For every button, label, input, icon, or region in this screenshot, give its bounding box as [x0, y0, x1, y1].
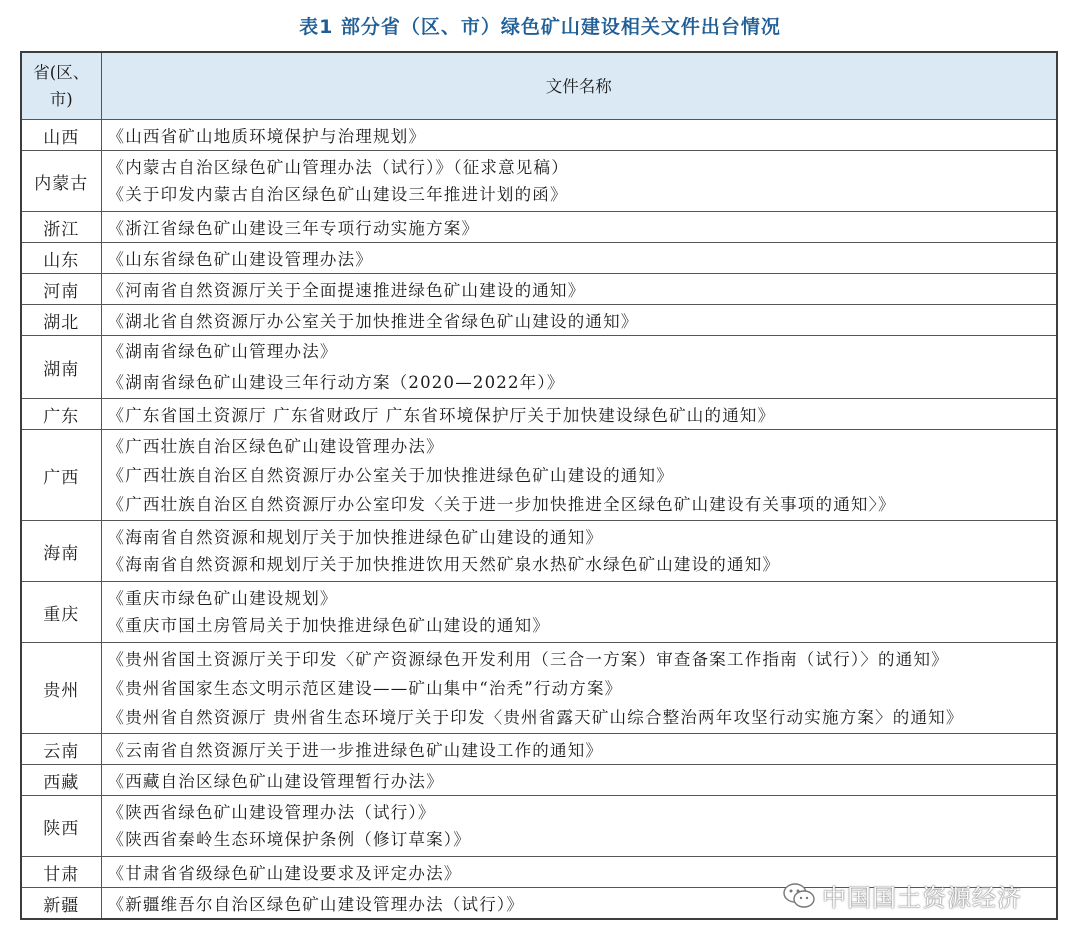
file-name: 《新疆维吾尔自治区绿色矿山建设管理办法（试行）》	[107, 895, 525, 914]
file-name: 《海南省自然资源和规划厅关于加快推进绿色矿山建设的通知》	[107, 528, 604, 547]
table-row	[21, 582, 1057, 643]
table-row	[21, 305, 1057, 336]
province-cell: 贵州	[21, 643, 101, 734]
file-name: 《广西壮族自治区自然资源厅办公室印发〈关于进一步加快推进全区绿色矿山建设有关事项的通知〉》	[107, 494, 896, 514]
table-row	[21, 734, 1057, 765]
table-title: 表1 部分省（区、市）绿色矿山建设相关文件出台情况	[299, 16, 781, 38]
table-row	[21, 336, 1057, 399]
files-cell	[101, 734, 1057, 765]
file-name: 《湖北省自然资源厅办公室关于加快推进全省绿色矿山建设的通知》	[107, 312, 639, 331]
files-cell	[101, 888, 1057, 920]
table-row	[21, 399, 1057, 430]
table-row	[21, 430, 1057, 521]
table-body	[21, 120, 1057, 920]
file-name: 《山西省矿山地质环境保护与治理规划》	[107, 127, 427, 146]
table-row	[21, 857, 1057, 888]
file-name: 《贵州省国土资源厅关于印发〈矿产资源绿色开发利用（三合一方案）审查备案工作指南（试行）〉的通知》	[107, 649, 949, 669]
header-files: 文件名称	[101, 52, 1057, 120]
files-cell	[101, 274, 1057, 305]
files-cell	[101, 582, 1057, 643]
files-cell	[101, 430, 1057, 521]
file-name: 《广西壮族自治区绿色矿山建设管理办法》	[107, 436, 444, 456]
province-cell: 山东	[21, 243, 101, 274]
province-cell: 甘肃	[21, 857, 101, 888]
province-cell: 河南	[21, 274, 101, 305]
files-cell	[101, 151, 1057, 212]
file-name: 《山东省绿色矿山建设管理办法》	[107, 250, 373, 269]
province-cell: 湖南	[21, 336, 101, 399]
files-cell	[101, 336, 1057, 399]
header-province: 省(区、市)	[21, 52, 101, 120]
table-row	[21, 643, 1057, 734]
table-row	[21, 243, 1057, 274]
province-cell: 山西	[21, 120, 101, 151]
province-cell: 海南	[21, 521, 101, 582]
file-name: 《云南省自然资源厅关于进一步推进绿色矿山建设工作的通知》	[107, 741, 604, 760]
province-cell: 陕西	[21, 796, 101, 857]
table-row	[21, 212, 1057, 243]
table-row	[21, 765, 1057, 796]
file-name: 《湖南省绿色矿山建设三年行动方案（2020—2022年）》	[107, 373, 565, 392]
province-cell: 浙江	[21, 212, 101, 243]
files-cell	[101, 120, 1057, 151]
files-cell	[101, 212, 1057, 243]
file-name: 《贵州省国家生态文明示范区建设——矿山集中“治秃”行动方案》	[107, 678, 623, 698]
table-header	[21, 52, 1057, 120]
watermark-text: 中国国土资源经济	[822, 884, 1022, 912]
file-name: 《广东省国土资源厅 广东省财政厅 广东省环境保护厅关于加快建设绿色矿山的通知》	[107, 406, 776, 425]
file-name: 《内蒙古自治区绿色矿山管理办法（试行）》（征求意见稿）	[107, 158, 569, 177]
files-cell	[101, 399, 1057, 430]
province-cell: 广西	[21, 430, 101, 521]
documents-table	[20, 51, 1058, 920]
table-row	[21, 274, 1057, 305]
file-name: 《甘肃省省级绿色矿山建设要求及评定办法》	[107, 864, 462, 883]
files-cell	[101, 243, 1057, 274]
files-cell	[101, 305, 1057, 336]
file-name: 《重庆市国土房管局关于加快推进绿色矿山建设的通知》	[107, 616, 550, 635]
file-name: 《陕西省秦岭生态环境保护条例（修订草案）》	[107, 830, 471, 849]
province-cell: 内蒙古	[21, 151, 101, 212]
table-row	[21, 521, 1057, 582]
file-name: 《河南省自然资源厅关于全面提速推进绿色矿山建设的通知》	[107, 281, 586, 300]
table-row	[21, 888, 1057, 920]
files-cell	[101, 643, 1057, 734]
file-name: 《广西壮族自治区自然资源厅办公室关于加快推进绿色矿山建设的通知》	[107, 465, 674, 485]
file-name: 《海南省自然资源和规划厅关于加快推进饮用天然矿泉水热矿水绿色矿山建设的通知》	[107, 555, 781, 574]
province-cell: 重庆	[21, 582, 101, 643]
province-cell: 广东	[21, 399, 101, 430]
table-row	[21, 796, 1057, 857]
province-cell: 湖北	[21, 305, 101, 336]
files-cell	[101, 765, 1057, 796]
file-name: 《陕西省绿色矿山建设管理办法（试行）》	[107, 803, 436, 822]
file-name: 《湖南省绿色矿山管理办法》	[107, 342, 338, 361]
table-row	[21, 151, 1057, 212]
files-cell	[101, 796, 1057, 857]
file-name: 《贵州省自然资源厅 贵州省生态环境厅关于印发〈贵州省露天矿山综合整治两年攻坚行动实施方案〉的通知》	[107, 707, 964, 727]
files-cell	[101, 521, 1057, 582]
file-name: 《浙江省绿色矿山建设三年专项行动实施方案》	[107, 219, 480, 238]
file-name: 《重庆市绿色矿山建设规划》	[107, 589, 338, 608]
table-row	[21, 120, 1057, 151]
province-cell: 云南	[21, 734, 101, 765]
province-cell: 西藏	[21, 765, 101, 796]
province-cell: 新疆	[21, 888, 101, 920]
files-cell	[101, 857, 1057, 888]
file-name: 《西藏自治区绿色矿山建设管理暂行办法》	[107, 772, 444, 791]
file-name: 《关于印发内蒙古自治区绿色矿山建设三年推进计划的函》	[107, 185, 568, 204]
